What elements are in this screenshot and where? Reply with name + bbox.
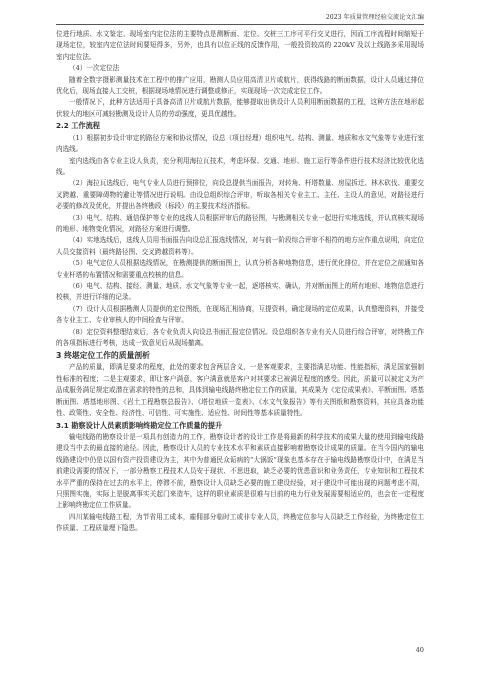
paragraph: （3）电气、结构、通信保护等专业的选线人员根据评审后的路径图，与勘测相关专业一起进行实地选线，并认真核实现场的地形、地物变化情况，对路径方案进行调整。 — [56, 213, 424, 233]
running-header: 2023 年质量管理经验交流论文汇编 — [325, 14, 424, 21]
paragraph: 随着全数字摄影测量技术在工程中的推广应用，勘测人员应用高清卫片或航片，获得线路的断面数据，设计人员通过排位优化后，现场直接人工交桩，根据现场地情况进行调整或修正，实现现场一次完成定位工作。 — [56, 75, 424, 96]
paragraph: （6）电气、结构、接经、测量、地质、水文气象等专业一起，逐塔核实、确认，并对断面图上的所有地形、地物信息进行校核，并进行详细的记录。 — [56, 282, 424, 302]
paragraph: （5）电气定位人员根据选线情况，在勘测提供的断面图上，认真分析各种地物信息，进行优化排位，并在定位之前通知各专业杆塔的布置情况和需要重点校核的信息。 — [56, 259, 424, 279]
paragraph: （7）设计人员根据勘测人员提供的定位图纸，在现场汇相协商，互提资料，确定现场的定位成果，认真整理资料，并接受各专业主工、专业审核人的中间检查与评审。 — [56, 304, 424, 325]
header-rule — [56, 24, 424, 25]
section-heading: 3.1 勘察设计人员素质影响终勘定位工作质量的提升 — [56, 420, 223, 430]
page-body — [56, 29, 424, 535]
chapter-heading: 3 终堪定位工作的质量剖析 — [56, 351, 150, 361]
paragraph: 四川某输电线路工程，为节省用工成本，雇佣部分临时工或非专业人员，终勘定位参与人员缺乏工作经验，为终勘定位工作质量、工程质量埋下隐患。 — [56, 512, 424, 533]
paragraph: 室内选线由各专业主设人负责，充分利用海拉瓦技术，考虑环保、交通、地形、施工运行等条件进行技术经济比较优化选线。 — [56, 156, 424, 176]
paragraph: 一般情况下，此种方法适用于具备高清卫片或航片数据，能够提取出供设计人员利用断面数据的工程，这种方法在地形起伏较大的地区可减轻勘测及设计人员的劳动强度，更具优越性。 — [56, 98, 424, 118]
paragraph: （8）定位资料整理结束后，各专业负责人向设总书面汇报定位情况。设总组织各专业有关人员进行综合评审，对终勘工作的各项指标进行考核，达成一致意见后从现场撤离。 — [56, 327, 424, 348]
paragraph: （1）根据初步设计审定的路径方案和协议情况，设总（项目经理）组织电气、结构、测量、地质和水文气象等专业进行室内选线。 — [56, 133, 424, 154]
paragraph: （4）实地选线后，选线人员用书面报告向设总汇报选线情况，对与前一阶段综合评审不相符的地方应作重点说明，向定位人员交接资料（最终路径图、交叉跨越资料等）。 — [56, 236, 424, 256]
paragraph: 位进行地质、水文鉴定、现场室内定位法的主要特点是测断面、定位、交桩三工序可平行交叉进行，因而工序流程时间缩短于现场定位，较室内定位法时间要短得多，另外，也具有以位正线的反馈作用，一般投资较高的 220kV 及以上线路多采用现场室内定位法。 — [56, 30, 424, 61]
paragraph: （4）一次定位法 — [69, 64, 120, 73]
paragraph: 输电线路的勘察设计是一项具有创造力的工作，勘察设计者的设计工作是将最新的科学技术的成果大量的使用到输电线路建设当中去的最直接的途径。因此，勘察设计人员的专业技术水平和素质直接影响着勘察设计成果的质量。在当今国内的输电线路建设中仍是以国有资产投资建设为主，其中为普通民众诟病的“大锅饭”现象也基本存在于输电线路勘察设计中，在满足当前建设需要的情况下，一部分勘察工程技术人员安于现状、不思进取，缺乏必要的优患意识和业务责任，专业知识和工程技术水平严重的保持在过去的水平上，停滞不前，勘察设计人员缺乏必要的施工建设经验，对于建设中可能出现的问题考虑不周，只照图实施，实际上是脱离事实关起门来造车，这样的职业素质是很难与目前的电力行业发展需要相适应的，也会在一定程度上影响终勘定位工作质量。 — [56, 433, 424, 510]
section-heading: 2.2 工作流程 — [56, 121, 100, 131]
paragraph: （2）海拉瓦选线后，电气专业人员进行预排位，向设总提供当面报告，对转角、杆塔数量、房屋拆迁、林木砍伐、重要交叉跨越、重要障碍物的避让等情况进行说明。由设总组织综合评审，听取各相关专业主工、主任、主设人的意见，对路径进行必要的修改及优化，并提出各终勘段（标段）的主要技术经济指标。 — [56, 179, 424, 211]
page-number: 40 — [415, 646, 424, 654]
paragraph: 产品的质量，即满足要求的程度，此处的要求包含两层含义，一是客观要求，主要指满足功能、性能指标，满足国家强制性标准的程度；二是主观要求，即让客户满意，客户满意就是客户对其要求已被满足程度的感受。因此，质量可以被定义为产品成服务满足规定或潜在需求的特性的总和，具体到输电线路终勘定位工作的质量，其成果为《定位成果表》、平断面图、塔基断面图、塔基地形图、《岩土工程勘察总报告》、《塔位地质一览表》、《水文气象报告》等有关图纸和勘察资料，其应具备功能性、政策性、安全性、经济性、可信性、可实施性、适应性、时间性等基本质量特性。 — [56, 363, 424, 418]
